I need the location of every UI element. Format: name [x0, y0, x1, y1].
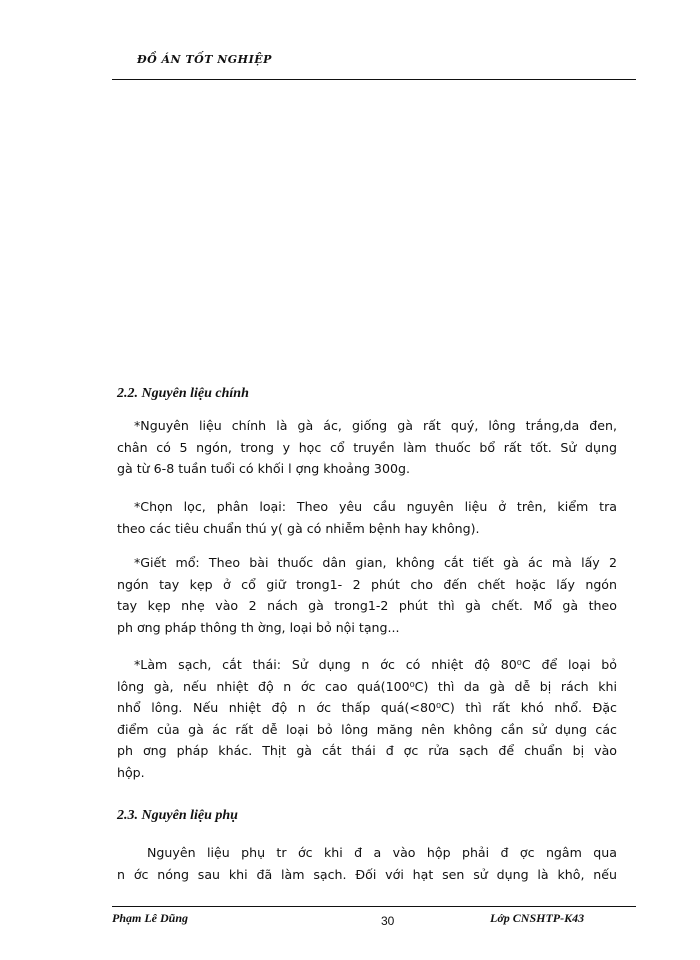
footer-rule [112, 906, 636, 907]
footer-class: Lớp CNSHTP-K43 [490, 911, 585, 925]
text-line: ph ơng pháp khác. Thịt gà cắt thái đ ợc rửa sạch để chuẩn bị vào [117, 743, 617, 758]
text-line: lông gà, nếu nhiệt độ n ớc cao quá(100⁰C) thì da gà dễ bị rách khi [117, 678, 617, 694]
text-line: n ớc nóng sau khi đã làm sạch. Đối với hạt sen sử dụng là khô, nếu [117, 866, 617, 882]
text-line: điểm của gà ác rất dễ loại bỏ lông măng nên không cần sử dụng các [117, 721, 617, 737]
text-line: *Làm sạch, cắt thái: Sử dụng n ớc có nhiệt độ 80⁰C để loại bỏ [134, 657, 617, 672]
text-line: Nguyên liệu phụ tr ớc khi đ a vào hộp phải đ ợc ngâm qua [147, 845, 617, 860]
text-line: ngón tay kẹp ở cổ giữ trong1- 2 phút cho đến chết hoặc lấy ngón [117, 576, 617, 592]
text-line: nhổ lông. Nếu nhiệt độ n ớc thấp quá(<80⁰C) thì rất khó nhổ. Đặc [117, 700, 617, 715]
text-line: ph ơng pháp thông th ờng, loại bỏ nội tạng... [117, 619, 400, 635]
paragraph-secondary-material [117, 842, 617, 885]
paragraph-main-material [117, 415, 617, 480]
paragraph-slaughter [117, 552, 617, 638]
footer-author: Phạm Lê Dũng [112, 911, 189, 925]
text-line: *Chọn lọc, phân loại: Theo yêu cầu nguyên liệu ở trên, kiểm tra [134, 499, 617, 514]
text-line: *Giết mổ: Theo bài thuốc dân gian, không cắt tiết gà ác mà lấy 2 [134, 555, 617, 570]
header-rule [112, 79, 636, 80]
text-line: chân có 5 ngón, trong y học cổ truyền làm thuốc bổ rất tốt. Sử dụng [117, 439, 617, 455]
text-line: hộp. [117, 764, 145, 780]
section-heading-2-3: 2.3. Nguyên liệu phụ [117, 808, 238, 823]
text-line: gà từ 6-8 tuần tuổi có khối l ợng khoảng 300g. [117, 461, 410, 476]
text-line: tay kẹp nhẹ vào 2 nách gà trong1-2 phút thì gà chết. Mổ gà theo [117, 598, 617, 613]
text-line: theo các tiêu chuẩn thú y( gà có nhiễm bệnh hay không). [117, 520, 480, 536]
text-line: *Nguyên liệu chính là gà ác, giống gà rất quý, lông trắng,da đen, [134, 418, 617, 433]
paragraph-cleaning [117, 654, 617, 783]
section-heading-2-2: 2.2. Nguyên liệu chính [117, 386, 249, 401]
paragraph-selection [117, 496, 617, 539]
page-number: 30 [381, 914, 395, 928]
running-header: ĐỒ ÁN TỐT NGHIỆP [137, 53, 272, 66]
